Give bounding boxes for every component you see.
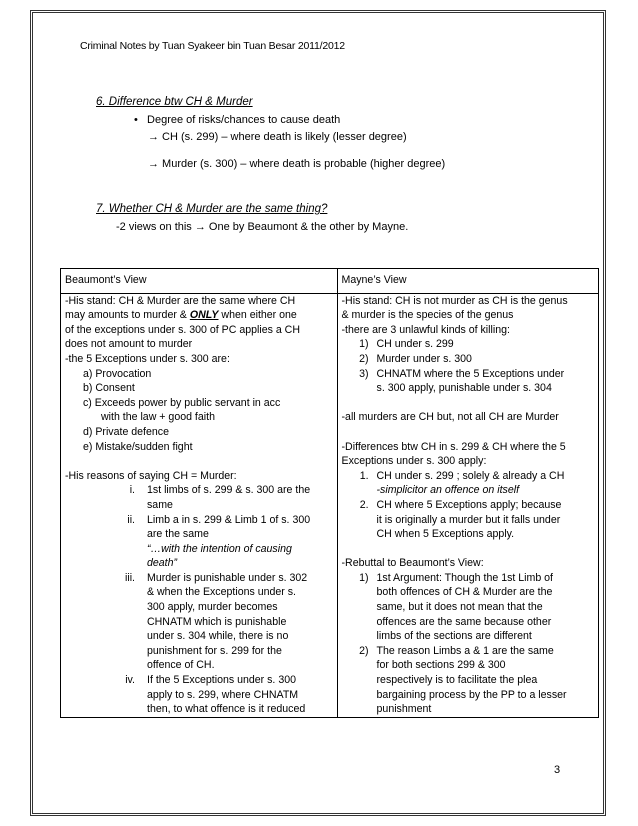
views-table xyxy=(60,268,599,718)
section-6-line-1: → CH (s. 299) – where death is likely (lesser degree) xyxy=(148,131,407,143)
exception-item: a) Provocation xyxy=(83,367,152,380)
mayne-header: Mayne’s View xyxy=(337,269,598,294)
bullet-icon: • xyxy=(134,114,138,126)
reason-item: iv. If the 5 Exceptions under s. 300 xyxy=(125,674,296,687)
section-7-heading: 7. Whether CH & Murder are the same thing? xyxy=(96,203,328,215)
section-7-line: -2 views on this → One by Beaumont & the other by Mayne. xyxy=(116,221,409,233)
exception-item: e) Mistake/sudden fight xyxy=(83,440,193,453)
reason-item: iii. Murder is punishable under s. 302 xyxy=(124,571,308,584)
bullet-text: Degree of risks/chances to cause death xyxy=(147,114,341,126)
section-6-line-2: → Murder (s. 300) – where death is probable (higher degree) xyxy=(148,158,446,170)
killing-kinds-intro: -there are 3 unlawful kinds of killing: xyxy=(341,323,510,336)
exception-item: b) Consent xyxy=(83,382,135,395)
section-6-bullet xyxy=(134,114,340,126)
table-body-row xyxy=(61,293,599,717)
beaumont-view-cell: -His stand: CH & Murder are the same where CH may amounts to murder & ONLY when either one of the exceptions under s. 300 of PC applies a CH does not amount to murder -the 5 Exceptions under s. 300 are: a) Provocation b) Consent c) Exceeds power by public servant in acc with the law + good faith d) Private defence e) Mistake/sudden fight -His reasons of saying CH = Murder: i. 1st limbs of s. 299 & s. 300 are the same ii. Limb a in s. 299 & Limb 1 of s. 300 are the same “…with the intention of causing death” iii. Murder is punishable under s. 302 & when the Exceptions under s. 300 apply, murder becomes CHNATM which is punishable under s. 304 while, there is no punishment for s. 299 for the offence of CH. iv. If the 5 Exceptions under s. 300 apply to s. 299, where CHNATM then, to what offence is it reduced xyxy=(61,293,338,717)
reasons-intro: -His reasons of saying CH = Murder: xyxy=(65,469,237,482)
rebuttal-intro: -Rebuttal to Beaumont’s View: xyxy=(341,557,484,570)
exceptions-intro: -the 5 Exceptions under s. 300 are: xyxy=(65,352,230,365)
killing-kind-item: 1) CH under s. 299 xyxy=(359,338,454,351)
difference-item: 1. CH under s. 299 ; solely & already a CH xyxy=(359,469,565,482)
right-stand-line-2: & murder is the species of the genus xyxy=(341,309,514,322)
exception-item-cont: with the law + good faith xyxy=(101,411,215,424)
table-header-row xyxy=(61,269,599,294)
exception-item: c) Exceeds power by public servant in acc xyxy=(83,396,281,409)
killing-kind-item: 3) CHNATM where the 5 Exceptions under xyxy=(359,367,565,380)
left-stand-line-4: does not amount to murder xyxy=(65,338,193,351)
left-stand-line-2: may amounts to murder & ONLY when either one xyxy=(65,309,297,322)
all-murders-line: -all murders are CH but, not all CH are Murder xyxy=(341,411,559,424)
differences-intro-2: Exceptions under s. 300 apply: xyxy=(341,455,487,468)
difference-item: 2. CH where 5 Exceptions apply; because xyxy=(359,498,562,511)
differences-intro-1: -Differences btw CH in s. 299 & CH where the 5 xyxy=(341,440,566,453)
rebuttal-item: 2) The reason Limbs a & 1 are the same xyxy=(359,644,554,657)
left-stand-line-3: of the exceptions under s. 300 of PC applies a CH xyxy=(65,323,300,336)
only-emphasis: ONLY xyxy=(189,309,219,322)
page-number: 3 xyxy=(554,764,561,776)
exception-item: d) Private defence xyxy=(83,425,169,438)
rebuttal-item: 1) 1st Argument: Though the 1st Limb of xyxy=(359,571,554,584)
section-6-heading: 6. Difference btw CH & Murder xyxy=(96,96,253,108)
running-header: Criminal Notes by Tuan Syakeer bin Tuan Besar 2011/2012 xyxy=(80,40,345,52)
beaumont-header: Beaumont’s View xyxy=(61,269,338,294)
reason-item: i. 1st limbs of s. 299 & s. 300 are the xyxy=(129,484,311,497)
right-stand-line-1: -His stand: CH is not murder as CH is the genus xyxy=(341,294,568,307)
killing-kind-item: 2) Murder under s. 300 xyxy=(359,352,472,365)
reason-item: ii. Limb a in s. 299 & Limb 1 of s. 300 xyxy=(127,513,311,526)
mayne-view-cell: -His stand: CH is not murder as CH is the genus & murder is the species of the genus -there are 3 unlawful kinds of killing: 1) CH under s. 299 2) Murder under s. 300 3) CHNATM where the 5 Exceptions under s. 300 apply, punishable under s. 304 -all murders are CH but, not all CH are Murder -Differences btw CH in s. 299 & CH where the 5 Exceptions under s. 300 apply: 1. CH under s. 299 ; solely & already a CH -simplicitor an offence on itself 2. CH where 5 Exceptions apply; because it is originally a murder but it falls under CH when 5 Exceptions apply. -Rebuttal to Beaumont’s View: 1) 1st Argument: Though the 1st Limb of both offences of CH & Murder are the same, but it does not mean that the offences are the same because other limbs of the sections are different 2) The reason Limbs a & 1 are the same for both sections 299 & 300 respectively is to facilitate the plea bargaining process by the PP to a lesser punishment xyxy=(337,293,598,717)
left-stand-line-1: -His stand: CH & Murder are the same where CH xyxy=(65,294,296,307)
